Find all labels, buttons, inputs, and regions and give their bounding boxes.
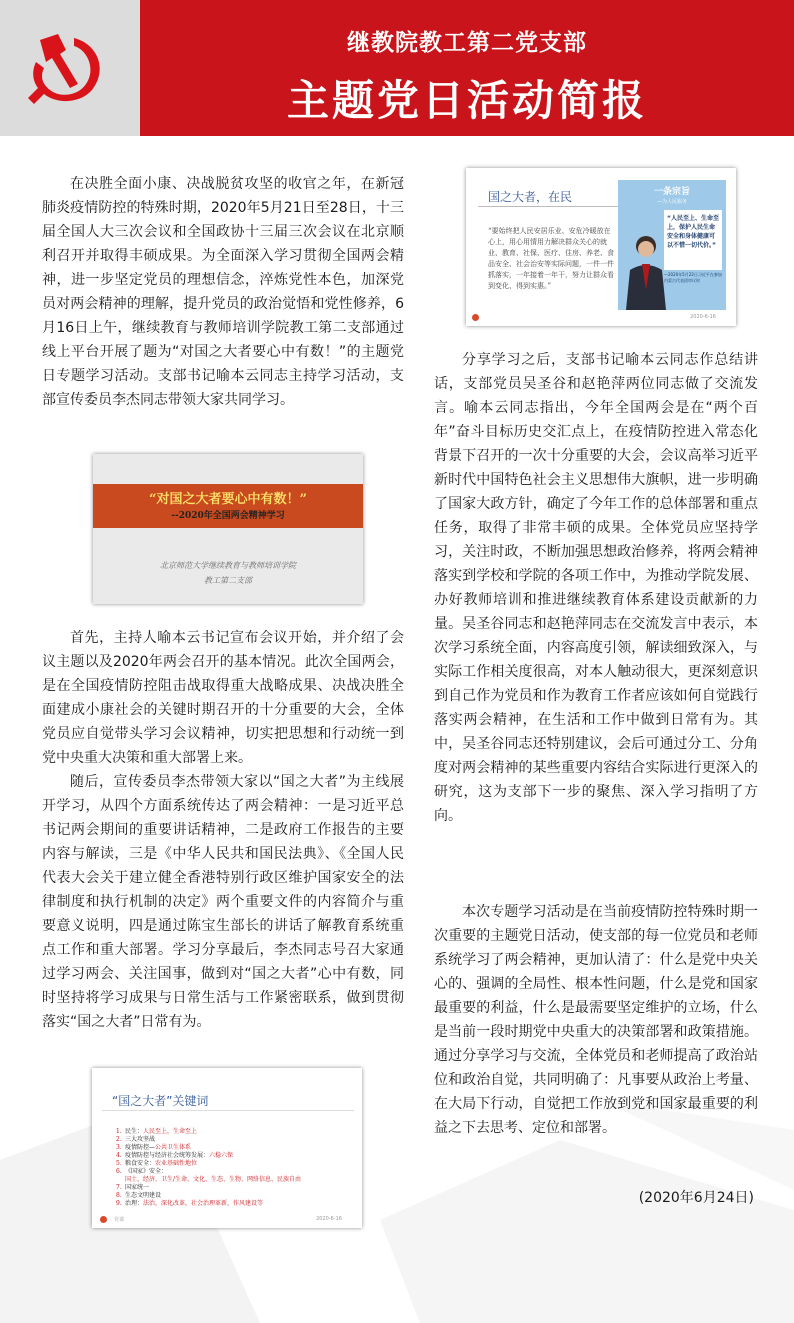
left-paragraph-2: 首先，主持人喻本云书记宣布会议开始，并介绍了会议主题以及2020年两会召开的基本情况。此次全国两会，是在全国疫情防控阻击战取得重大战略成果、决战决胜全面建成小康社会的关键时期召开的十分重要的大会，全体党员应自觉带头学习会议精神，切实把思想和行动统一到党中央重大决策和重大部署上来。	[42, 630, 404, 766]
report-date: (2020年6月24日)	[638, 1190, 754, 1206]
list-item: 2. 三大攻坚战	[116, 1136, 156, 1143]
list-item: 1. 民生：人民至上，生命至上	[116, 1128, 198, 1135]
slide-organization	[93, 558, 363, 588]
list-item: 6. 《国家》安全：	[116, 1168, 168, 1175]
card-title: 一条宗旨	[653, 187, 690, 197]
list-item: 9. 治理：法治，深化改革，社会治理革新，作风建设等	[116, 1200, 264, 1207]
card-note: —2020年5月22日习近平在参加内蒙古代表团审议时	[664, 272, 722, 283]
slide-heading: “国之大者”关键词	[112, 1094, 209, 1108]
slide-image-title	[93, 454, 363, 604]
card-quote: “人民至上、生命至上，保护人民生命安全和身体健康可以不惜一切代价。”	[664, 210, 722, 270]
slide-footer-date: 2020-6-16	[690, 314, 716, 320]
page-number-badge	[472, 314, 479, 321]
portrait-icon	[624, 230, 668, 310]
header-subtitle: 继教院教工第二党支部	[347, 29, 587, 56]
slide-image-keywords	[92, 1068, 362, 1228]
slide-heading: 国之大者，在民	[488, 190, 573, 204]
divider	[478, 206, 618, 207]
slide-quote: “要始终把人民安居乐业、安危冷暖放在心上，用心用情用力解决群众关心的就业、教育、社保、医疗、住房、养老、食品安全、社会治安等实际问题，一件一件抓落实，一年接着一年干，努力让群众看到变化、得到实惠。”	[488, 227, 614, 290]
left-paragraph-3: 随后，宣传委员李杰带领大家以“国之大者”为主线展开学习，从四个方面系统传达了两会精神：一是习近平总书记两会期间的重要讲话精神，二是政府工作报告的主要内容与解读，三是《中华人民共和国民法典》、《全国人民代表大会关于建立健全香港特别行政区维护国家安全的法律制度和执行机制的决定》两个重要文件的内容简介与重要意义说明，四是通过陈宝生部长的讲话了解教育系统重点工作和重大部署。学习分享最后，李杰同志号召大家通过学习两会、关注国事，做到对“国之大者”心中有数，同时坚持将学习成果与日常生活与工作紧密联系，做到贯彻落实“国之大者”日常有为。	[42, 774, 404, 1030]
header-banner	[140, 0, 794, 136]
slide-org-line2: 教工第二支部	[204, 576, 252, 585]
list-item: 4. 疫情防控与经济社会统筹发展：六稳六保	[116, 1152, 234, 1159]
quote-card	[618, 180, 726, 310]
card-subtitle: —为人民服务	[656, 199, 687, 205]
slide-footer-date: 2020-6-16	[316, 1216, 342, 1222]
slide-footer-left: 党课	[114, 1217, 125, 1223]
list-item: 7. 国家统一	[116, 1184, 150, 1191]
list-item: 5. 粮食安全：农业基础性地位	[116, 1160, 198, 1167]
slide-title: “对国之大者要心中有数！”	[149, 492, 307, 507]
slide-image-people	[466, 168, 736, 326]
keyword-list	[116, 1128, 356, 1208]
list-item: 3. 疫情防控—公共卫生体系	[116, 1144, 192, 1151]
slide-org-line1: 北京师范大学继续教育与教师培训学院	[160, 561, 296, 570]
header	[0, 0, 794, 136]
right-paragraph-2: 本次专题学习活动是在当前疫情防控特殊时期一次重要的主题党日活动，使支部的每一位党员和老师系统学习了两会精神，更加认清了：什么是党中央关心的、强调的全局性、根本性问题，什么是党和国家最重要的利益，什么是最需要坚定维护的立场，什么是当前一段时期党中央重大的决策部署和政策措施。通过分享学习与交流，全体党员和老师提高了政治站位和政治自觉，共同明确了：凡事要从政治上考量、在大局下行动，自觉把工作放到党和国家最重要的利益之下去思考、定位和部署。	[434, 904, 758, 1136]
header-title: 主题党日活动简报	[286, 76, 647, 125]
party-emblem-icon	[22, 30, 114, 110]
logo-area	[0, 0, 140, 136]
list-item: 8. 生态文明建设	[116, 1192, 162, 1199]
slide-subtitle: --2020年全国两会精神学习	[171, 511, 285, 521]
divider	[102, 1110, 354, 1111]
right-paragraph-1: 分享学习之后，支部书记喻本云同志作总结讲话，支部党员吴圣谷和赵艳萍两位同志做了交流发言。喻本云同志指出，今年全国两会是在“两个百年”奋斗目标历史交汇点上，在疫情防控进入常态化背景下召开的一次十分重要的大会，会议高举习近平新时代中国特色社会主义思想伟大旗帜，进一步明确了国家大政方针，确定了今年工作的总体部署和重点任务，取得了非常丰硕的成果。全体党员应坚持学习，关注时政，不断加强思想政治修养，将两会精神落实到学校和学院的各项工作中，为推动学院发展、办好教师培训和推进继续教育体系建设贡献新的力量。吴圣谷同志和赵艳萍同志在交流发言中表示，本次学习系统全面，内容高度引领，解读细致深入，与实际工作相关度很高，对本人触动很大，更深刻意识到自己作为党员和作为教育工作者应该如何自觉践行落实两会精神，在生活和工作中做到日常有为。其中，吴圣谷同志还特别建议，会后可通过分工、分角度对两会精神的某些重要内容结合实际进行更深入的研究，这为支部下一步的聚焦、深入学习指明了方向。	[434, 352, 758, 824]
left-paragraph-1: 在决胜全面小康、决战脱贫攻坚的收官之年，在新冠肺炎疫情防控的特殊时期，2020年5月21日至28日，十三届全国人大三次会议和全国政协十三届三次会议在北京顺利召开并取得丰硕成果。为全面深入学习贯彻全国两会精神，进一步坚定党员的理想信念，淬炼党性本色，加深党员对两会精神的理解，提升党员的政治觉悟和党性修养，6月16日上午，继续教育与教师培训学院教工第二支部通过线上平台开展了题为“对国之大者要心中有数！”的主题党日专题学习活动。支部书记喻本云同志主持学习活动，支部宣传委员李杰同志带领大家共同学习。	[42, 176, 404, 408]
list-item: 国土、经济、卫生/生命、文化、生态、生物、网络信息、民族自由	[125, 1176, 302, 1183]
page-number-badge	[100, 1216, 107, 1223]
